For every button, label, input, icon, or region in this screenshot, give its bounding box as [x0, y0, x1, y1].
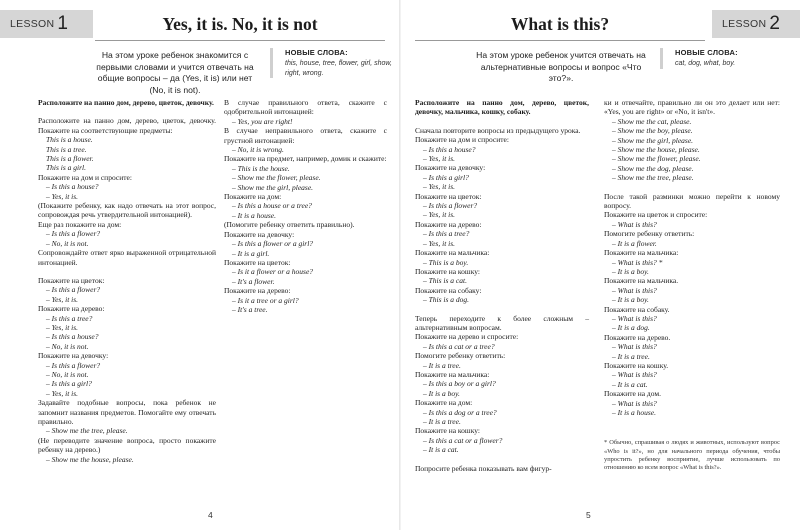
dialogue-line: – What is this? *: [612, 257, 663, 267]
instruction-text: Помогите ребенку ответить:: [415, 351, 506, 361]
dialogue-line: This is a house.: [46, 135, 93, 145]
lesson-badge: [712, 10, 800, 38]
instruction-text: Попросите ребенка показывать вам фигур-: [415, 463, 552, 473]
instruction-text: Покажите на дерево:: [38, 304, 105, 314]
dialogue-line: – It is a cat.: [423, 445, 459, 455]
dialogue-line: – Is this a flower?: [46, 229, 101, 239]
instruction-text: Покажите на дерево:: [415, 219, 482, 229]
dialogue-line: This is a girl.: [46, 163, 87, 173]
dialogue-line: – Is it a tree or a girl?: [232, 295, 299, 305]
dialogue-line: – Is this a house?: [46, 332, 99, 342]
dialogue-line: – Is this a house?: [46, 182, 99, 192]
new-words-list: this, house, tree, flower, girl, show, right, wrong.: [285, 60, 392, 77]
instruction-text: Покажите на девочку:: [415, 163, 486, 173]
dialogue-line: – Yes, it is.: [423, 154, 456, 164]
dialogue-line: – Show me the cat, please.: [612, 116, 692, 126]
instruction-text: Покажите на мальчика.: [604, 276, 679, 286]
instruction-text: Покажите на цветок:: [415, 191, 482, 201]
instruction-text: В случае неправильного ответа, скажите с грустной интонацией:: [224, 126, 387, 145]
dialogue-line: – It is a tree.: [612, 351, 650, 361]
right-page: [400, 0, 800, 530]
dialogue-line: – Is this a tree?: [423, 229, 470, 239]
dialogue-line: – Yes, it is.: [423, 238, 456, 248]
instruction-text: Покажите на дом и спросите:: [415, 135, 509, 145]
new-words-heading: НОВЫЕ СЛОВА:: [675, 48, 738, 57]
dialogue-line: – Is this a tree?: [46, 313, 93, 323]
dialogue-line: – This is the house.: [232, 163, 290, 173]
instruction-text: Покажите на мальчика:: [415, 248, 490, 258]
text-column-2: [224, 98, 387, 314]
instruction-text: Покажите на девочку:: [38, 351, 109, 361]
footnote: * Обычно, спрашивая о людях и животных, используют вопрос «Who is it?», но для начального периода обучения, чтобы упростить ребенку восприятие, лучше использовать по отношению ко всем вопрос «What is this?».: [604, 439, 780, 472]
dialogue-line: – Show me the flower, please.: [232, 173, 321, 183]
dialogue-line: – It is a boy.: [612, 266, 649, 276]
instruction-text: Помогите ребенку ответить:: [604, 229, 695, 239]
instruction-text: Сначала повторите вопросы из предыдущего урока.: [415, 125, 581, 135]
instruction-text: Покажите на дерево.: [604, 332, 671, 342]
dialogue-line: – It's a tree.: [232, 304, 268, 314]
instruction-text: Покажите на предмет, например, домик и скажите:: [224, 154, 387, 164]
dialogue-line: – Is this a house?: [423, 144, 476, 154]
dialogue-line: – Is this a flower or a girl?: [232, 239, 314, 249]
dialogue-line: – Show me the tree, please.: [612, 173, 694, 183]
dialogue-line: – Yes, it is.: [46, 191, 79, 201]
dialogue-line: – Is this a dog or a tree?: [423, 407, 497, 417]
instruction-text: Покажите на дерево и спросите:: [415, 332, 519, 342]
dialogue-line: – It is a flower.: [612, 238, 657, 248]
lesson-intro: На этом уроке ребенок учится отвечать на альтернативные вопросы и вопрос «Что это?».: [476, 50, 646, 83]
dialogue-line: This is a flower.: [46, 154, 94, 164]
dialogue-line: – This is a boy.: [423, 257, 469, 267]
instruction-text: Покажите на кошку:: [415, 266, 480, 276]
dialogue-line: – Is this a flower?: [46, 360, 101, 370]
instruction-heading: Расположите на панно дом, дерево, цветок, девочку.: [38, 98, 214, 107]
dialogue-line: – Is this a cat or a tree?: [423, 341, 495, 351]
instruction-text: (Покажите ребенку, как надо отвечать на этот вопрос, сопровождая речь утвердительной интонацией).: [38, 201, 216, 220]
dialogue-line: – What is this?: [612, 398, 657, 408]
column-lines: [604, 98, 780, 417]
page-title: Yes, it is. No, it is not: [95, 8, 385, 41]
dialogue-line: – Yes, it is.: [46, 322, 79, 332]
text-column-2: [604, 98, 780, 473]
instruction-text: Покажите на цветок:: [38, 275, 105, 285]
dialogue-line: – It's a flower.: [232, 276, 275, 286]
text-column-1: [415, 98, 589, 473]
dialogue-line: – What is this?: [612, 370, 657, 380]
lesson-number: 1: [57, 13, 68, 34]
instruction-text: Покажите на дом и спросите:: [38, 172, 132, 182]
lesson-number: 2: [769, 13, 780, 34]
instruction-text: Сопровождайте ответ ярко выраженной отрицательной интонацией.: [38, 248, 216, 267]
dialogue-line: – Yes, it is.: [423, 210, 456, 220]
instruction-text: ки и отвечайте, правильно ли он это делает или нет: «Yes, you are right» or «No, it isn't».: [604, 98, 780, 117]
dialogue-line: – It is a boy.: [423, 388, 460, 398]
dialogue-line: – It is a tree.: [423, 360, 461, 370]
dialogue-line: – Yes, it is.: [46, 388, 79, 398]
instruction-text: Покажите на мальчика:: [415, 369, 490, 379]
dialogue-line: – It is a girl.: [232, 248, 270, 258]
paragraph-gap: [38, 267, 216, 276]
dialogue-line: – No, it is not.: [46, 341, 89, 351]
dialogue-line: – It is a tree.: [423, 417, 461, 426]
dialogue-line: – This is a cat.: [423, 276, 467, 286]
dialogue-line: – Is this a boy or a girl?: [423, 379, 496, 389]
paragraph-gap: [604, 183, 780, 192]
dialogue-line: – It is a house.: [612, 408, 656, 417]
dialogue-line: – Show me the girl, please.: [612, 135, 694, 145]
instruction-text: Покажите на собаку.: [604, 304, 670, 314]
instruction-text: Покажите на кошку:: [415, 426, 480, 436]
dialogue-line: – What is this?: [612, 342, 657, 352]
instruction-text: Покажите на дом:: [415, 398, 473, 408]
dialogue-line: – It is a house.: [232, 210, 276, 220]
new-words-box: [660, 48, 795, 69]
instruction-text: Еще раз покажите на дом:: [38, 219, 122, 229]
instruction-text: Покажите на цветок:: [224, 257, 291, 267]
instruction-text: Покажите на мальчика:: [604, 248, 679, 258]
dialogue-line: – Is this a cat or a flower?: [423, 435, 503, 445]
dialogue-line: – Yes, you are right!: [232, 116, 293, 126]
instruction-text: Покажите на кошку.: [604, 360, 669, 370]
dialogue-line: – This is a dog.: [423, 295, 470, 305]
instruction-text: (Помогите ребенку ответить правильно).: [224, 220, 355, 230]
paragraph-gap: [415, 305, 589, 314]
instruction-text: Покажите на собаку:: [415, 285, 482, 295]
dialogue-line: – Show me the tree, please.: [46, 426, 128, 436]
dialogue-line: – No, it is not.: [46, 238, 89, 248]
instruction-text: Покажите на дерево:: [224, 286, 291, 296]
dialogue-line: – No, it is not.: [46, 369, 89, 379]
dialogue-line: – Show me the flower, please.: [612, 154, 701, 164]
dialogue-line: This is a tree.: [46, 144, 87, 154]
page-number: 4: [208, 510, 213, 520]
new-words-box: [270, 48, 400, 78]
dialogue-line: – Is this a flower?: [423, 201, 478, 211]
instruction-text: Расположите на панно дом, дерево, цветок, девочку. Покажите на соответствующие предметы:: [38, 116, 216, 135]
lesson-label: LESSON: [10, 18, 55, 30]
dialogue-line: – Show me the house, please.: [46, 454, 134, 464]
instruction-text: Покажите на дом.: [604, 389, 661, 399]
paragraph-gap: [38, 107, 216, 116]
new-words-heading: НОВЫЕ СЛОВА:: [285, 48, 348, 57]
lesson-badge: [0, 10, 93, 38]
instruction-text: Теперь переходите к более сложным – альтернативным вопросам.: [415, 313, 589, 332]
dialogue-line: – It is a dog.: [612, 323, 650, 333]
dialogue-line: – Is it a flower or a house?: [232, 267, 314, 277]
dialogue-line: – What is this?: [612, 313, 657, 323]
page-number: 5: [586, 510, 591, 520]
dialogue-line: – Show me the house, please.: [612, 145, 700, 155]
instruction-text: Задавайте подобные вопросы, пока ребенок не запомнит названия предметов. Помогайте ему отвечать правильно.: [38, 398, 216, 426]
dialogue-line: – Show me the dog, please.: [612, 163, 694, 173]
dialogue-line: – Is this a flower?: [46, 285, 101, 295]
lesson-label: LESSON: [722, 18, 767, 30]
instruction-text: Покажите на дом:: [224, 192, 282, 202]
dialogue-line: – What is this?: [612, 219, 657, 229]
dialogue-line: – It is a boy.: [612, 295, 649, 305]
text-column-1: [38, 98, 216, 464]
lesson-intro: На этом уроке ребенок знакомится с первыми словами и учится отвечать на общие вопросы – да (Yes, it is) или нет (No, it is not).: [96, 50, 254, 95]
instruction-text: Покажите на цветок и спросите:: [604, 210, 708, 220]
dialogue-line: – Is this a girl?: [46, 379, 92, 389]
instruction-text: В случае правильного ответа, скажите с одобрительной интонацией:: [224, 98, 387, 117]
dialogue-line: – Yes, it is.: [423, 182, 456, 192]
dialogue-line: – Is this a house or a tree?: [232, 201, 312, 211]
dialogue-line: – Show me the girl, please.: [232, 182, 314, 192]
new-words-list: cat, dog, what, boy.: [675, 60, 736, 67]
instruction-text: Покажите на девочку:: [224, 229, 295, 239]
paragraph-gap: [415, 117, 589, 126]
dialogue-line: – It is a cat.: [612, 379, 648, 389]
instruction-heading: Расположите на панно дом, дерево, цветок, девочку, мальчика, кошку, собаку.: [415, 98, 589, 117]
dialogue-line: – Yes, it is.: [46, 294, 79, 304]
paragraph-gap: [415, 455, 589, 464]
dialogue-line: – Show me the boy, please.: [612, 126, 693, 136]
instruction-text: После такой разминки можно перейти к новому вопросу.: [604, 191, 780, 211]
dialogue-line: – Is this a girl?: [423, 172, 469, 182]
dialogue-line: – What is this?: [612, 285, 657, 295]
page-title: What is this?: [415, 8, 705, 41]
instruction-text: (Не переводите значение вопроса, просто покажите ребенку на дерево.): [38, 435, 216, 455]
dialogue-line: – No, it is wrong.: [232, 145, 284, 155]
